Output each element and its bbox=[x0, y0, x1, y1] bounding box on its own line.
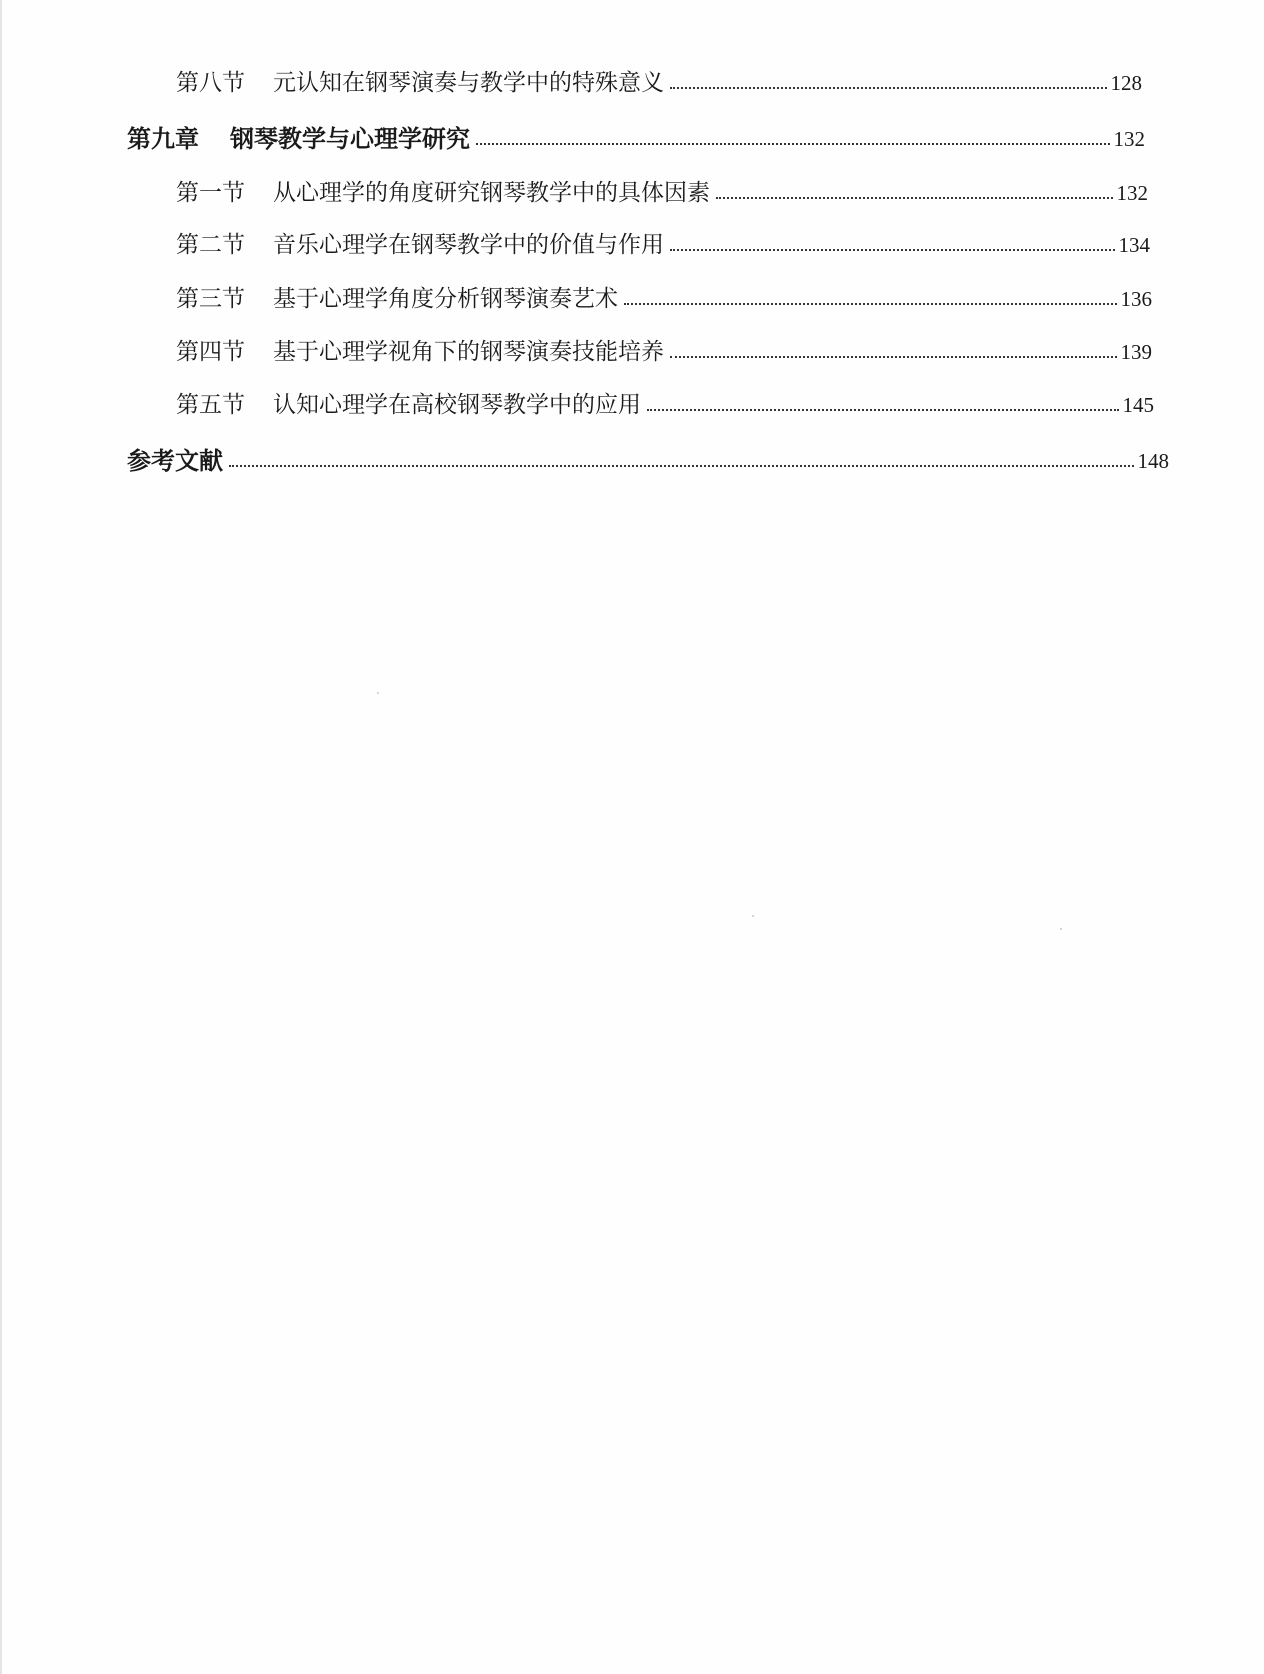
dot-leader bbox=[716, 197, 1113, 199]
dot-leader bbox=[670, 356, 1117, 358]
toc-entry-label bbox=[176, 230, 664, 260]
toc-entry-number: 第四节 bbox=[176, 339, 245, 365]
toc-entry-label bbox=[176, 337, 664, 367]
toc-entry-section-2[interactable] bbox=[176, 224, 1150, 260]
toc-entry-page: 132 bbox=[1113, 127, 1145, 151]
toc-entry-number: 第一节 bbox=[176, 180, 245, 206]
toc-entry-label bbox=[176, 284, 618, 314]
toc-entry-chapter-9[interactable] bbox=[127, 118, 1145, 154]
toc-entry-title: 基于心理学视角下的钢琴演奏技能培养 bbox=[273, 339, 664, 365]
toc-entry-number: 第五节 bbox=[176, 392, 245, 418]
toc-entry-title: 元认知在钢琴演奏与教学中的特殊意义 bbox=[273, 70, 664, 96]
dot-leader bbox=[229, 465, 1134, 467]
toc-entry-title: 钢琴教学与心理学研究 bbox=[230, 125, 470, 153]
toc-entry-page: 139 bbox=[1120, 340, 1152, 364]
toc-entry-title: 音乐心理学在钢琴教学中的价值与作用 bbox=[273, 232, 664, 258]
toc-entry-label bbox=[176, 390, 641, 420]
toc-entry-references[interactable] bbox=[127, 440, 1169, 476]
toc-entry-label bbox=[176, 68, 664, 98]
dot-leader bbox=[670, 87, 1107, 89]
toc-entry-section-3[interactable] bbox=[176, 278, 1152, 314]
toc-entry-page: 145 bbox=[1122, 393, 1154, 417]
toc-entry-label bbox=[127, 446, 223, 476]
scan-speck bbox=[752, 915, 754, 917]
toc-entry-label bbox=[127, 124, 470, 154]
scan-speck bbox=[1060, 928, 1062, 930]
toc-entry-page: 136 bbox=[1120, 287, 1152, 311]
toc-entry-section-1[interactable] bbox=[176, 172, 1148, 208]
toc-entry-title: 参考文献 bbox=[127, 447, 223, 475]
toc-entry-number: 第九章 bbox=[127, 125, 199, 153]
dot-leader bbox=[476, 143, 1110, 145]
toc-entry-page: 128 bbox=[1110, 71, 1142, 95]
toc-entry-title: 从心理学的角度研究钢琴教学中的具体因素 bbox=[273, 180, 710, 206]
dot-leader bbox=[624, 303, 1117, 305]
toc-entry-title: 基于心理学角度分析钢琴演奏艺术 bbox=[273, 286, 618, 312]
toc-entry-number: 第八节 bbox=[176, 70, 245, 96]
dot-leader bbox=[647, 409, 1119, 411]
toc-entry-number: 第三节 bbox=[176, 286, 245, 312]
toc-entry-page: 148 bbox=[1137, 449, 1169, 473]
toc-entry-label bbox=[176, 178, 710, 208]
toc-entry-section-8[interactable] bbox=[176, 62, 1142, 98]
dot-leader bbox=[670, 249, 1115, 251]
toc-entry-page: 134 bbox=[1118, 233, 1150, 257]
toc-entry-section-4[interactable] bbox=[176, 331, 1152, 367]
toc-entry-title: 认知心理学在高校钢琴教学中的应用 bbox=[273, 392, 641, 418]
toc-entry-number: 第二节 bbox=[176, 232, 245, 258]
scan-speck bbox=[377, 692, 379, 694]
toc-entry-page: 132 bbox=[1116, 181, 1148, 205]
toc-entry-section-5[interactable] bbox=[176, 384, 1154, 420]
